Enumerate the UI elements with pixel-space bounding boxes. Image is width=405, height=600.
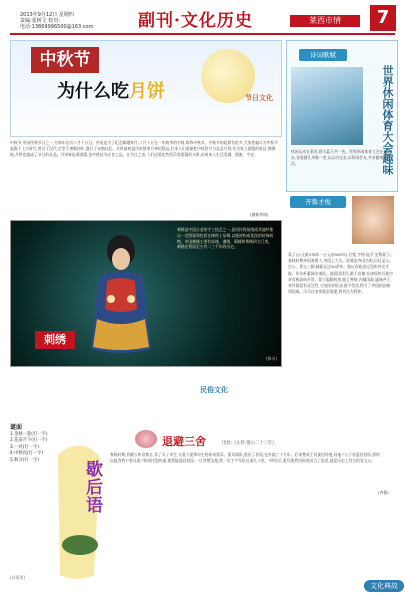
riddle-item: 3.一对(打一字) <box>10 444 39 450</box>
section-tag-festival: 节日文化 <box>245 94 273 102</box>
landscape-photo <box>291 67 363 145</box>
page-number: 7 <box>370 5 396 31</box>
embroidery-source: (摘录) <box>265 356 277 361</box>
embroidery-body: 刺绣是中国古老的手工技艺之一,是用针将丝线或其他纤维以一定图案和色彩在绣料上穿刺,以缝迹构成花纹的装饰织物。中国刺绣主要有苏绣、湘绣、蜀绣和粤绣四大门类。刺绣在我国至少有二三千年的历史。 <box>177 227 274 250</box>
mid-autumn-body: 中秋节,中国传统节日之一,为每年农历八月十五日。传说是为了纪念嫦娥奔月,八月十五在一年秋季的中间,故称中秋节。中秋节的起源有很多,大家普遍认为中秋节起源于上古时代,普及于汉代,定型于唐朝初年,盛行于宋朝以后。月饼最初是用来祭奉月神的祭品,后来人们逐渐把中秋赏月与品尝月饼,作为家人团圆的象征,慢慢地,月饼也就成了节日的礼品。月饼象征着团圆,是中秋佳节必食之品。在节日之夜,人们还爱吃些西瓜等团圆的水果,祈祝家人生活美满、甜蜜、平安。 <box>10 140 279 158</box>
issue-date: 2013年9月12日 星期四 <box>20 12 74 18</box>
mid-autumn-title: 中秋节 <box>31 47 99 73</box>
idiom-title: 退避三舍 <box>162 435 206 448</box>
idiom-body: 春秋时期,晋献公听信谗言,杀了太子申生,又派人捉拿申生的弟弟重耳。重耳闻讯,逃出了晋国,在外流亡十九年。后来楚成王设宴招待他,问他:"公子若返回晋国,将何以报答我?"重耳说:"如果托您的福,使我能返回晋国,一旦晋楚交战,我一定下令军队后退九十里。"四年后,重耳果然回到晋国当了国君,就是历史上有名的晋文公。 <box>110 452 380 464</box>
section-tag-folk: 民俗文化 <box>200 386 228 394</box>
poetry-section <box>286 40 398 192</box>
mid-autumn-subtitle <box>57 77 165 103</box>
qilu-body: 姜子(公元前578年一公元前500年),名婴,字仲,谥平,史称晏子。春秋时期齐国夷维人,齐国上大夫。晏婴是齐国名相,历任灵公、庄公、景公三朝,辅政长达50余年。他以有政治远见和外交才能、作风朴素闻名诸侯。他爱国忧民,敢于直谏,在诸侯和百姓中享有极高的声誉。晏子聪颖机智,能言善辩,内辅国政,屡谏齐王,对外既富有灵活性,又坚持原则,出使不受辱,捍卫了齐国的国格和国威。司马迁非常推崇晏婴,将其比为管仲。 <box>288 252 394 295</box>
riddle-item: 5.秋分(打一字) <box>10 457 39 463</box>
qihuan-source: (苏莱西) <box>10 575 26 580</box>
issue-info <box>20 12 94 30</box>
contact-info: 电话:13869996500@163.com <box>20 24 94 30</box>
section-tag-allusion: 文化典故 <box>364 580 404 592</box>
subtitle-part-a: 为什么吃 <box>57 81 129 102</box>
riddle-title: 谜面 <box>10 424 23 431</box>
newspaper-band: 莱西市情 <box>290 15 360 27</box>
riddle-item: 1.金秋一轮(打一字) <box>10 431 48 437</box>
editor-info: 责编:张树文 校对: <box>20 18 60 24</box>
poetry-body: 休闲运动在莱西,碧水蓝天共一色。世界休闲体育大会在此举办,各地健儿齐聚一堂,以运动交友,以休闲会友,共享健康生活。 <box>291 149 391 167</box>
mid-autumn-source: (据新华网) <box>250 212 269 217</box>
riddle-item: 2.花前月下(打一字) <box>10 438 48 444</box>
embroidery-figure <box>71 229 171 359</box>
qihuan-title: 歇后语 <box>82 460 102 514</box>
subtitle-part-b: 月饼 <box>129 81 165 102</box>
page-header <box>0 0 405 36</box>
qilu-source: (齐鲁) <box>378 490 389 495</box>
idiom-source: 出处:《左传·僖公二十三年》 <box>222 441 277 446</box>
poetry-section-head: 诗词歌赋 <box>299 49 347 61</box>
portrait-photo <box>352 196 394 244</box>
riddle-item: 4.中秋夜(打一字) <box>10 451 44 457</box>
embroidery-feature <box>10 220 282 367</box>
flower-icon <box>135 430 157 448</box>
section-title: 副刊·文化历史 <box>138 11 253 31</box>
embroidery-label: 刺绣 <box>35 331 75 349</box>
qilu-section-head: 齐鲁才俊 <box>290 196 346 208</box>
header-rule <box>10 33 395 35</box>
qilu-section <box>286 196 396 486</box>
mid-autumn-article <box>10 40 282 137</box>
poetry-title: 世界休闲体育大会趣味 <box>381 65 394 175</box>
